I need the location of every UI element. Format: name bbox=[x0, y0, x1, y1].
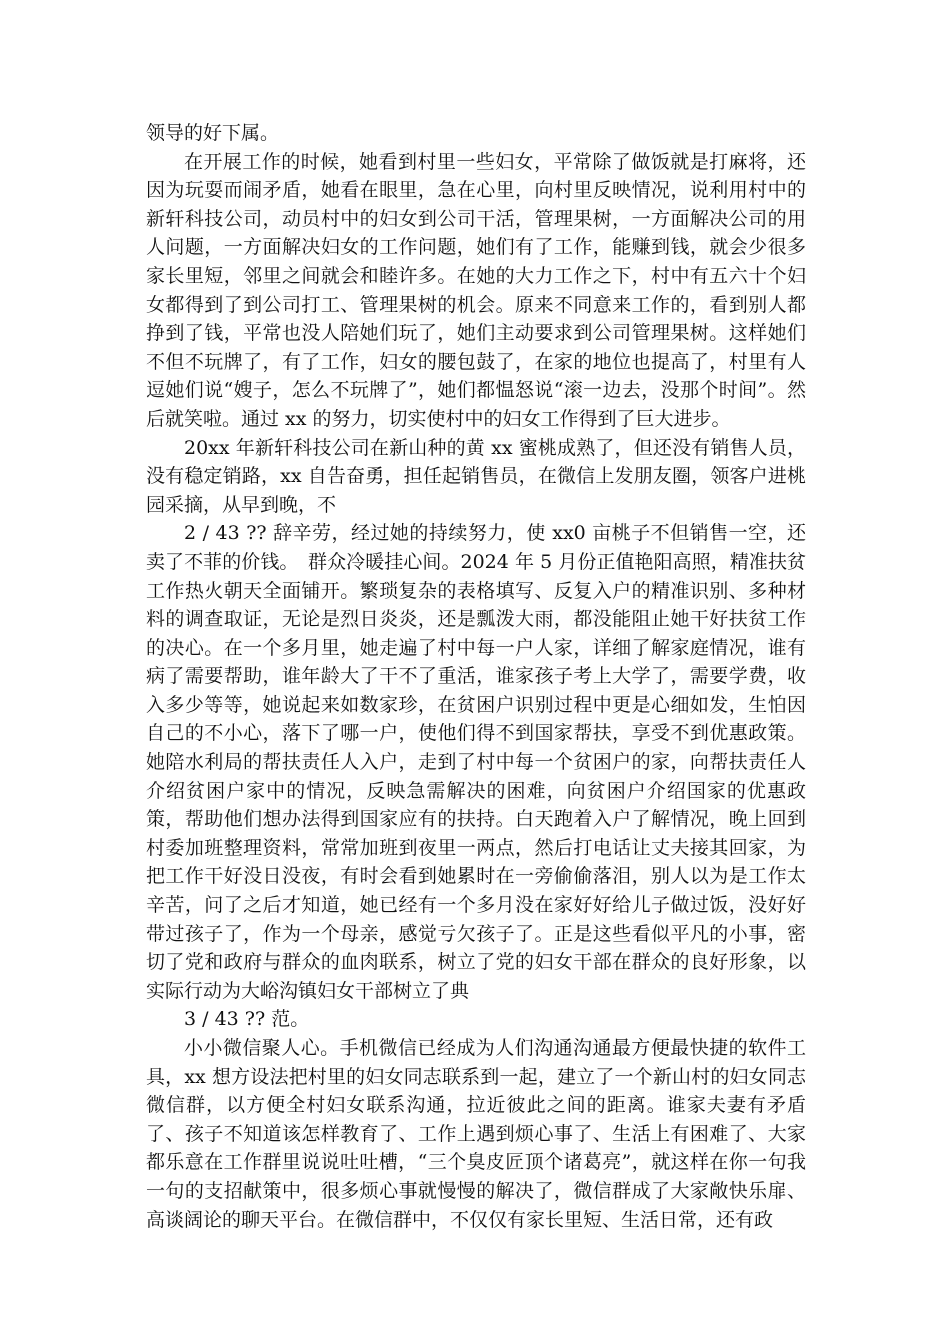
paragraph: 3 / 43 ?? 范。 bbox=[184, 1008, 310, 1031]
paragraph: 2 / 43 ?? 辞辛劳，经过她的持续努力，使 xx0 亩桃子不但销售一空，还卖了不菲的价钱。 群众冷暖挂心间。2024 年 5 月份正值艳阳高照，精准扶贫工作热火朝天全面铺开。繁琐复杂的表格填写、反复入户的精准识别、多种材料的调查取证，无论是烈日炎炎，还是瓢泼大雨，都没能阻止她干好扶贫工作的决心。在一个多月里，她走遍了村中每一户人家，详细了解家庭情况，谁有病了需要帮助，谁年龄大了干不了重活，谁家孩子考上大学了，需要学费，收入多少等等，她说起来如数家珍，在贫困户识别过程中更是心细如发，生怕因自己的不小心，落下了哪一户，使他们得不到国家帮扶，享受不到优惠政策。她陪水利局的帮扶责任人入户，走到了村中每一个贫困户的家，向帮扶责任人介绍贫困户家中的情况，反映急需解决的困难，向贫困户介绍国家的优惠政策，帮助他们想办法得到国家应有的扶持。白天跑着入户了解情况，晚上回到村委加班整理资料，常常加班到夜里一两点，然后打电话让丈夫接其回家，为把工作干好没日没夜，有时会看到她累时在一旁偷偷落泪，别人以为是工作太辛苦，问了之后才知道，她已经有一个多月没在家好好给儿子做过饭，没好好带过孩子了，作为一个母亲，感觉亏欠孩子了。正是这些看似平凡的小事，密切了党和政府与群众的血肉联系，树立了党的妇女干部在群众的良好形象，以实际行动为大峪沟镇妇女干部树立了典 bbox=[146, 522, 806, 1002]
paragraph: 20xx 年新轩科技公司在新山种的黄 xx 蜜桃成熟了，但还没有销售人员，没有稳定销路，xx 自告奋勇，担任起销售员，在微信上发朋友圈，领客户进桃园采摘，从早到晚，不 bbox=[146, 436, 806, 516]
paragraph: 在开展工作的时候，她看到村里一些妇女，平常除了做饭就是打麻将，还因为玩耍而闹矛盾，她看在眼里，急在心里，向村里反映情况，说利用村中的新轩科技公司，动员村中的妇女到公司干活，管理果树，一方面解决公司的用人问题，一方面解决妇女的工作问题，她们有了工作，能赚到钱，就会少很多家长里短，邻里之间就会和睦许多。在她的大力工作之下，村中有五六十个妇女都得到了到公司打工、管理果树的机会。原来不同意来工作的，看到别人都挣到了钱，平常也没人陪她们玩了，她们主动要求到公司管理果树。这样她们不但不玩牌了，有了工作，妇女的腰包鼓了，在家的地位也提高了，村里有人逗她们说“嫂子，怎么不玩牌了”，她们都愠怒说“滚一边去，没那个时间”。然后就笑啦。通过 xx 的努力，切实使村中的妇女工作得到了巨大进步。 bbox=[146, 150, 806, 430]
paragraph: 小小微信聚人心。手机微信已经成为人们沟通沟通最方便最快捷的软件工具，xx 想方设法把村里的妇女同志联系到一起，建立了一个新山村的妇女同志微信群，以方便全村妇女联系沟通，拉近彼此之间的距离。谁家夫妻有矛盾了、孩子不知道该怎样教育了、工作上遇到烦心事了、生活上有困难了、大家都乐意在工作群里说说吐吐槽，“三个臭皮匠顶个诸葛亮”，就这样在你一句我一句的支招献策中，很多烦心事就慢慢的解决了，微信群成了大家敞快乐扉、高谈阔论的聊天平台。在微信群中，不仅仅有家长里短、生活日常，还有政 bbox=[146, 1037, 806, 1231]
paragraph: 领导的好下属。 bbox=[146, 122, 280, 144]
document-body bbox=[146, 119, 806, 1234]
